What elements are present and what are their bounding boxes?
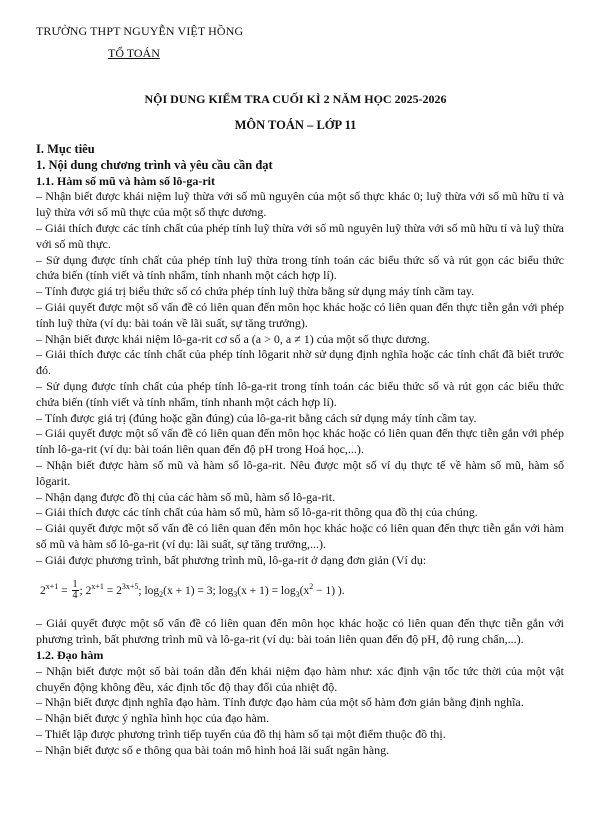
list-item: – Sử dụng được tính chất của phép tính luỹ thừa trong tính toán các biểu thức số và rút gọn các biểu thức chứa biến (tính viết và tính nhẩm, tính nhanh một cách hợp lí). [36, 252, 564, 283]
list-item: – Thiết lập được phương trình tiếp tuyến của đồ thị hàm số tại một điểm thuộc đồ thị. [36, 727, 446, 742]
school-name: TRƯỜNG THPT NGUYỄN VIỆT HỒNG [36, 24, 244, 38]
section-heading-1: I. Mục tiêu [36, 142, 95, 156]
list-item: – Tính được giá trị biểu thức số có chứa phép tính luỹ thừa bằng sử dụng máy tính cầm tay. [36, 284, 475, 299]
list-item: – Giải thích được các tính chất của hàm số mũ, hàm số lô-ga-rit thông qua đồ thị của chúng. [36, 505, 478, 520]
list-item: – Sử dụng được tính chất của phép tính lô-ga-rit trong tính toán các biểu thức số và rút gọn các biểu thức chứa biến (tính viết và tính nhẩm, tính nhanh một cách hợp lí). [36, 378, 564, 409]
list-item: – Nhận dạng được đồ thị của các hàm số mũ, hàm số lô-ga-rit. [36, 489, 336, 504]
list-item: – Giải quyết được một số vấn đề có liên quan đến môn học khác hoặc có liên quan đến thực tiễn gắn với phép tính luỹ thừa (ví dụ: bài toán về lãi suất, sự tăng trưởng). [36, 299, 564, 330]
department-name: TỔ TOÁN [108, 46, 160, 60]
subsection-heading-1-2: 1.2. Đạo hàm [36, 648, 104, 663]
list-item: – Giải quyết được một số vấn đề có liên quan đến môn học khác hoặc có liên quan đến thực tiễn gắn với hàm số mũ và hàm số lô-ga-rit (ví dụ: lãi suất, sự tăng trưởng,...). [36, 521, 564, 551]
list-item: – Nhận biết được định nghĩa đạo hàm. Tính được đạo hàm của một số hàm đơn giản bằng định nghĩa. [36, 695, 524, 710]
example-formula: $2^{x+1}$ = $\frac{1}{4}$ ; $2^{x+1} = 2^{3x+5}$; $\log_2(x + 1) = 3$; $\log_3(x + 1) = \log_3(x^2 - 1)$ ). [40, 579, 345, 602]
list-item: – Tính được giá trị (đúng hoặc gần đúng) của lô-ga-rit bằng cách sử dụng máy tính cầm tay. [36, 410, 477, 425]
list-item: – Nhận biết được hàm số mũ và hàm số lô-ga-rit. Nêu được một số ví dụ thực tế về hàm số mũ, hàm số lôgarit. [36, 457, 564, 488]
list-item: – Nhận biết được khái niệm luỹ thừa với số mũ nguyên của một số thực khác 0; luỹ thừa với số mũ hữu tỉ và luỹ thừa với số mũ thực của một số thực dương. [36, 189, 564, 220]
list-item: – Nhận biết được khái niệm lô-ga-rit cơ số a (a > 0, a ≠ 1) của một số thực dương. [36, 331, 430, 346]
document-title: NỘI DUNG KIỂM TRA CUỐI KÌ 2 NĂM HỌC 2025-2026 [144, 92, 447, 106]
list-item: – Giải thích được các tính chất của phép tính lôgarit nhờ sử dụng định nghĩa hoặc các tính chất đã biết trước đó. [36, 347, 564, 378]
list-item: – Giải được phương trình, bất phương trình mũ, lô-ga-rit ở dạng đơn giản (Ví dụ: [36, 552, 427, 567]
subject-title: MÔN TOÁN – LỚP 11 [234, 118, 357, 132]
document-body [36, 142, 564, 759]
list-item: – Giải thích được các tính chất của phép tính luỹ thừa với số mũ nguyên luỹ thừa với số mũ hữu tỉ và luỹ thừa với số mũ thực. [36, 220, 564, 251]
fraction: $\frac{1}{4}$ [72, 579, 78, 602]
list-item: – Nhận biết được số e thông qua bài toán mô hình hoá lãi suất ngân hàng. [36, 742, 390, 757]
list-item: – Nhận biết được một số bài toán dẫn đến khái niệm đạo hàm như: xác định vận tốc tức thời của một vật chuyển động không đều, xác định tốc độ thay đổi của nhiệt độ. [36, 663, 564, 694]
list-item: – Nhận biết được ý nghĩa hình học của đạo hàm. [36, 711, 270, 726]
list-item: – Giải quyết được một số vấn đề có liên quan đến môn học khác hoặc có liên quan đến thực tiễn gắn với phép tính lô-ga-rit (ví dụ: bài toán liên quan đến độ pH trong Hoá học,...). [36, 426, 564, 457]
subsection-heading-1-1-1: 1.1. Hàm số mũ và hàm số lô-ga-rit [36, 173, 215, 188]
list-item: – Giải quyết được một số vấn đề có liên quan đến môn học khác hoặc có liên quan đến thực tiễn gắn với phương trình, bất phương trình mũ và lô-ga-rit (ví dụ: bài toán liên quan đến độ pH, độ rung chấn,...). [36, 616, 564, 647]
section-heading-1-1: 1. Nội dung chương trình và yêu cầu cần đạt [36, 157, 273, 172]
